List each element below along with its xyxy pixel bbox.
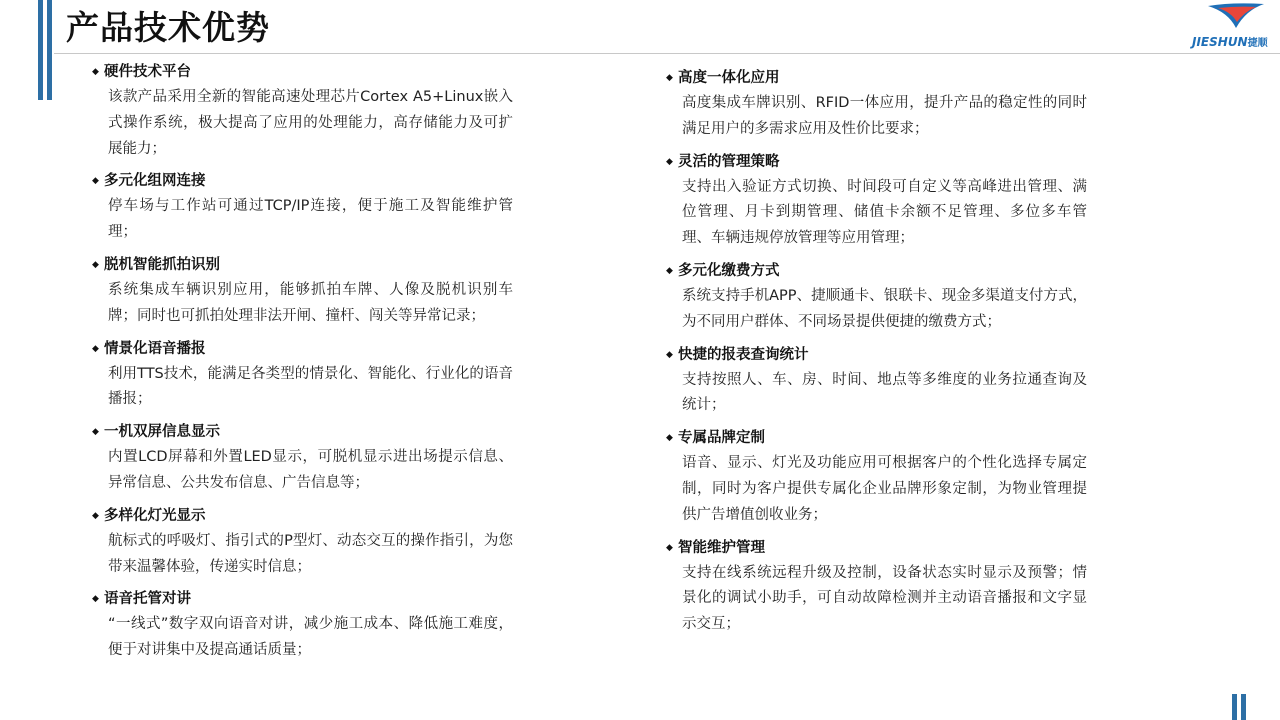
feature-title [92, 422, 512, 442]
corner-bar-2 [1241, 694, 1246, 720]
feature-title-text: 智能维护管理 [678, 539, 765, 556]
diamond-bullet-icon: ◆ [666, 73, 673, 83]
feature-title-text: 多元化缴费方式 [678, 262, 780, 279]
right-feature-column [666, 68, 1086, 647]
feature-item [92, 255, 512, 330]
feature-description: 支持出入验证方式切换、时间段可自定义等高峰进出管理、满位管理、月卡到期管理、储值卡余额不足管理、多位多车管理、车辆违规停放管理等应用管理； [682, 178, 1087, 247]
feature-description: 高度集成车牌识别、RFID一体应用，提升产品的稳定性的同时满足用户的多需求应用及性价比要求； [682, 95, 1087, 137]
feature-title [92, 506, 512, 526]
feature-title [92, 62, 512, 82]
feature-title [666, 345, 1086, 365]
feature-title-text: 情景化语音播报 [104, 340, 206, 357]
feature-item [666, 68, 1086, 143]
header-divider [54, 53, 1280, 54]
feature-description: 利用TTS技术，能满足各类型的情景化、智能化、行业化的语音播报； [108, 365, 513, 408]
feature-item [666, 345, 1086, 420]
logo-wing-icon [1206, 2, 1266, 32]
page-title: 产品技术优势 [66, 8, 270, 47]
feature-title [92, 589, 512, 609]
logo-text-latin: JIESHUN [1192, 35, 1248, 49]
diamond-bullet-icon: ◆ [92, 427, 99, 438]
feature-description: 航标式的呼吸灯、指引式的P型灯、动态交互的操作指引，为您带来温馨体验，传递实时信息； [108, 532, 513, 575]
feature-title-text: 多元化组网连接 [104, 173, 206, 190]
feature-title-text: 灵活的管理策略 [678, 153, 780, 170]
feature-title-text: 语音托管对讲 [104, 591, 191, 608]
feature-description: 该款产品采用全新的智能高速处理芯片Cortex A5+Linux嵌入式操作系统，极大提高了应用的处理能力，高存储能力及可扩展能力； [108, 89, 513, 157]
feature-title-text: 专属品牌定制 [678, 430, 765, 447]
feature-description: “一线式”数字双向语音对讲，减少施工成本、降低施工难度，便于对讲集中及提高通话质量； [108, 616, 513, 659]
diamond-bullet-icon: ◆ [92, 67, 99, 77]
feature-title-text: 硬件技术平台 [104, 64, 191, 80]
corner-accent-bars [1232, 694, 1248, 720]
logo-text [1192, 34, 1268, 49]
feature-title [92, 171, 512, 191]
diamond-bullet-icon: ◆ [666, 349, 673, 360]
feature-item [92, 339, 512, 414]
feature-title [666, 261, 1086, 281]
feature-description: 语音、显示、灯光及功能应用可根据客户的个性化选择专属定制，同时为客户提供专属化企业品牌形象定制，为物业管理提供广告增值创收业务； [682, 455, 1087, 523]
company-logo [1190, 2, 1280, 50]
feature-description: 停车场与工作站可通过TCP/IP连接，便于施工及智能维护管理； [108, 198, 513, 241]
diamond-bullet-icon: ◆ [92, 594, 99, 605]
feature-item [666, 152, 1086, 252]
feature-title [666, 538, 1086, 558]
feature-item [92, 589, 512, 664]
feature-title [666, 152, 1086, 172]
feature-description: 系统支持手机APP、捷顺通卡、银联卡、现金多渠道支付方式，为不同用户群体、不同场景提供便捷的缴费方式； [682, 287, 1087, 330]
feature-title [92, 255, 512, 275]
feature-description: 支持按照人、车、房、时间、地点等多维度的业务拉通查询及统计； [682, 371, 1087, 414]
feature-item [92, 62, 512, 162]
left-accent-bar-2 [47, 0, 52, 100]
diamond-bullet-icon: ◆ [92, 510, 99, 521]
diamond-bullet-icon: ◆ [666, 433, 673, 444]
feature-title-text: 一机双屏信息显示 [104, 424, 220, 441]
feature-item [92, 506, 512, 581]
feature-item [666, 428, 1086, 528]
feature-item [92, 171, 512, 246]
diamond-bullet-icon: ◆ [92, 259, 99, 270]
feature-description: 内置LCD屏幕和外置LED显示，可脱机显示进出场提示信息、异常信息、公共发布信息、广告信息等； [108, 449, 513, 491]
feature-item [666, 261, 1086, 336]
left-feature-column [92, 62, 512, 673]
feature-title [92, 339, 512, 359]
logo-text-cn: 捷顺 [1247, 38, 1268, 49]
corner-bar-1 [1232, 694, 1237, 720]
diamond-bullet-icon: ◆ [666, 265, 673, 276]
feature-item [666, 538, 1086, 638]
feature-description: 支持在线系统远程升级及控制，设备状态实时显示及预警；情景化的调试小助手，可自动故障检测并主动语音播报和文字显示交互； [682, 564, 1087, 633]
diamond-bullet-icon: ◆ [666, 156, 673, 167]
diamond-bullet-icon: ◆ [92, 176, 99, 187]
left-accent-bar-1 [38, 0, 43, 100]
feature-title-text: 多样化灯光显示 [104, 507, 206, 524]
diamond-bullet-icon: ◆ [666, 542, 673, 553]
diamond-bullet-icon: ◆ [92, 343, 99, 354]
feature-item [92, 422, 512, 497]
feature-description: 系统集成车辆识别应用，能够抓拍车牌、人像及脱机识别车牌；同时也可抓拍处理非法开闸、撞杆、闯关等异常记录； [108, 281, 513, 324]
feature-title-text: 脱机智能抓拍识别 [104, 256, 220, 273]
feature-title-text: 快捷的报表查询统计 [678, 346, 809, 363]
feature-title-text: 高度一体化应用 [678, 70, 780, 86]
feature-title [666, 428, 1086, 448]
feature-title [666, 68, 1086, 88]
